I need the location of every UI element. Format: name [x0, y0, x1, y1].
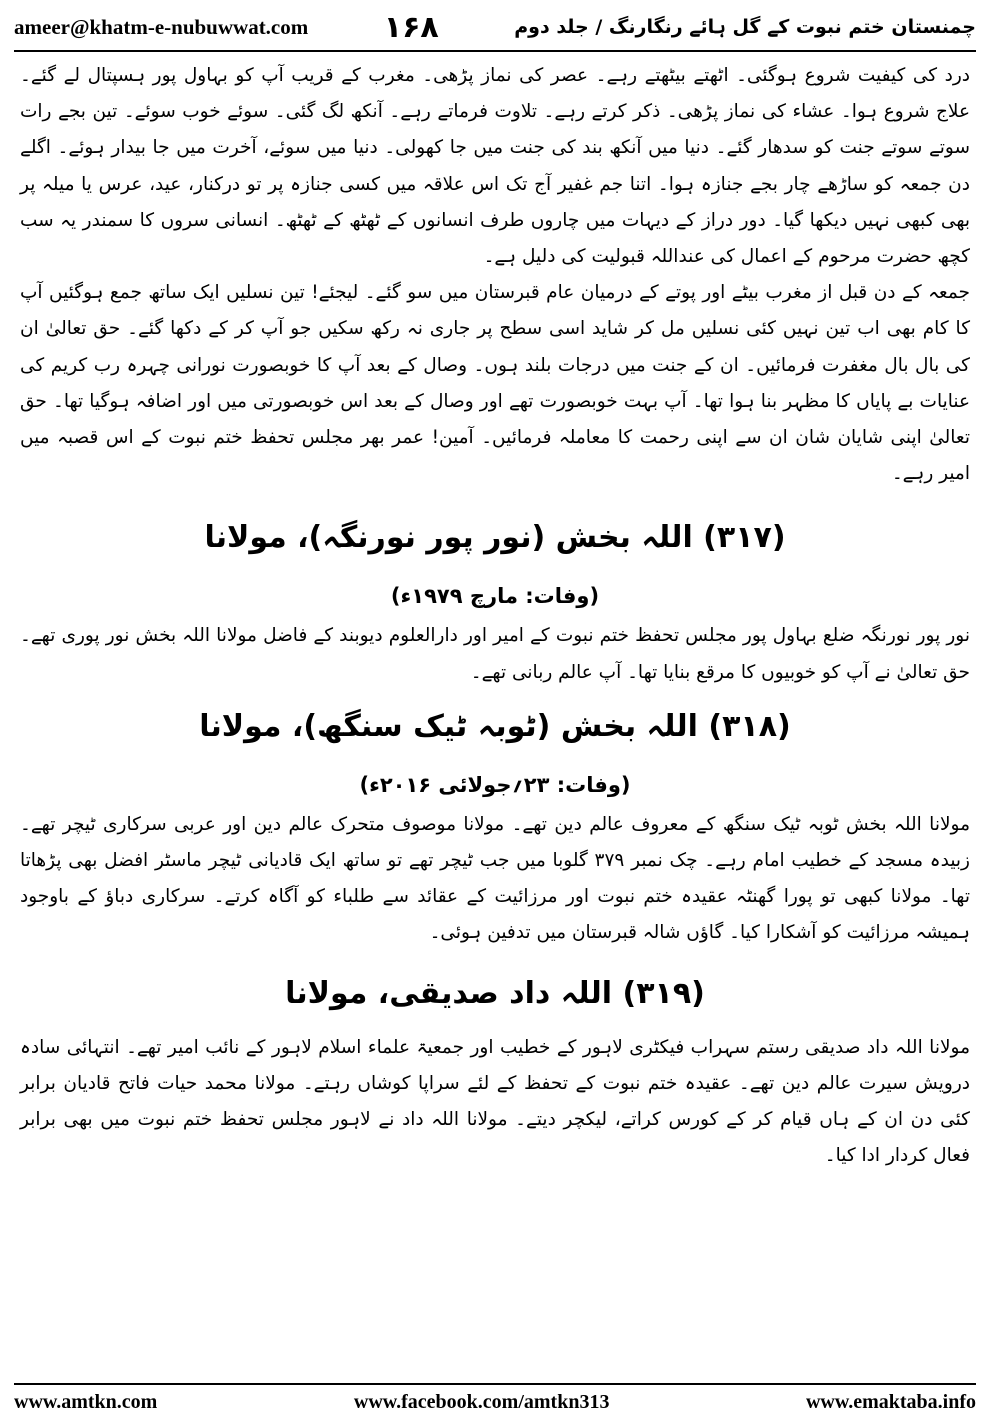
paragraph-intro-2: جمعہ کے دن قبل از مغرب بیٹے اور پوتے کے درمیان عام قبرستان میں سو گئے۔ لیجئے! تین نسلیں ایک ساتھ جمع ہوگئیں آپ کا کام بھی اب تین نہیں کئی نسلیں مل کر شاید اسی سطح پر جاری نہ رکھ سکیں جو آپ کر کے دکھا گئے۔ حق تعالیٰ ان کی بال بال مغفرت فرمائیں۔ ان کے جنت میں درجات بلند ہوں۔ وصال کے بعد آپ کا خوبصورت نورانی چہرہ رب کریم کی عنایات بے پایاں کا مظہر بنا ہوا تھا۔ آپ بہت خوبصورت تھے اور وصال کے بعد اس خوبصورتی میں اور اضافہ ہوگیا تھا۔ حق تعالیٰ اپنی شایان شان ان سے اپنی رحمت کا معاملہ فرمائیں۔ آمین! عمر بھر مجلس تحفظ ختم نبوت کے اس قصبہ میں امیر رہے۔ [20, 282, 970, 485]
death-date-317: (وفات: مارچ ۱۹۷۹ء) [390, 584, 600, 609]
paragraph-intro-1: درد کی کیفیت شروع ہوگئی۔ اٹھتے بیٹھتے رہے۔ عصر کی نماز پڑھی۔ مغرب کے قریب آپ کو بہاول پور ہسپتال لے گئے۔ علاج شروع ہوا۔ عشاء کی نماز پڑھی۔ ذکر کرتے رہے۔ تلاوت فرماتے رہے۔ آنکھ لگ گئی۔ سوئے خوب سوئے۔ تین بجے رات سوتے سوتے جنت کو سدھار گئے۔ دنیا میں آنکھ بند کی جنت میں جا کھولی۔ دنیا میں سوئے، آخرت میں جا بیدار ہوئے۔ اگلے دن جمعہ کو ساڑھے چار بجے جنازہ ہوا۔ اتنا جم غفیر آج تک اس علاقہ میں کسی جنازہ پر تو درکنار، عید، عرس یا میلہ پر بھی کبھی نہیں دیکھا گیا۔ دور دراز کے دیہات میں چاروں طرف انسانوں کے ٹھٹھ کے ٹھٹھ۔ انسانی سروں کا سمندر یہ سب کچھ حضرت مرحوم کے اعمال کی عنداللہ قبولیت کی دلیل ہے۔ [20, 65, 970, 268]
death-date-318: (وفات: ۲۳؍جولائی ۲۰۱۶ء) [359, 772, 631, 797]
section-heading-318: (۳۱۸) اللہ بخش (ٹوبہ ٹیک سنگھ)، مولانا [199, 708, 791, 744]
footer-link-facebook[interactable]: www.facebook.com/amtkn313 [353, 1390, 610, 1413]
page-footer [14, 1388, 976, 1416]
header-email[interactable]: ameer@khatm-e-nubuwwat.com [14, 14, 309, 39]
section-heading-319: (۳۱۹) اللہ داد صدیقی، مولانا [285, 975, 705, 1011]
paragraph-317: نور پور نورنگہ ضلع بہاول پور مجلس تحفظ ختم نبوت کے امیر اور دارالعلوم دیوبند کے فاضل مولانا اللہ بخش نور پوری تھے۔ حق تعالیٰ نے آپ کو خوبیوں کا مرقع بنایا تھا۔ آپ عالم ربانی تھے۔ [20, 625, 970, 683]
footer-link-emaktaba[interactable]: www.emaktaba.info [805, 1390, 976, 1413]
paragraph-318: مولانا اللہ بخش ٹوبہ ٹیک سنگھ کے معروف عالم دین تھے۔ مولانا موصوف متحرک عالم دین اور عربی سرکاری ٹیچر تھے۔ زبیدہ مسجد کے خطیب امام رہے۔ چک نمبر ۳۷۹ گلوبا میں جب ٹیچر تھے تو ساتھ ایک قادیانی ٹیچر ماسٹر افضل بھی پڑھاتا تھا۔ مولانا کبھی تو پورا گھنٹہ عقیدہ ختم نبوت اور مرزائیت کے عقائد سے طلباء کو آگاہ کرتے۔ سرکاری دباؤ کے باوجود ہمیشہ مرزائیت کو آشکارا کیا۔ گاؤں شالہ قبرستان میں تدفین ہوئی۔ [20, 813, 970, 944]
header-divider [14, 50, 976, 52]
footer-divider [14, 1383, 976, 1385]
page-header [14, 6, 976, 48]
footer-link-amtkn[interactable]: www.amtkn.com [14, 1390, 158, 1413]
section-heading-317: (۳۱۷) اللہ بخش (نور پور نورنگہ)، مولانا [204, 520, 786, 556]
book-title: چمنستان ختم نبوت کے گل ہائے رنگارنگ / جلد دوم [514, 16, 976, 38]
page-content [20, 58, 970, 1174]
paragraph-319: مولانا اللہ داد صدیقی رستم سہراب فیکٹری لاہور کے خطیب اور جمعیۃ علماء اسلام لاہور کے نائب امیر تھے۔ انتہائی سادہ درویش سیرت عالم دین تھے۔ عقیدہ ختم نبوت کے تحفظ کے لئے سراپا کوشاں رہتے۔ مولانا محمد حیات فاتح قادیان برابر کئی دن ان کے ہاں قیام کر کے کورس کراتے، لیکچر دیتے۔ مولانا اللہ داد نے لاہور مجلس تحفظ ختم نبوت میں بھی برابر فعال کردار ادا کیا۔ [20, 1036, 970, 1167]
page-number: ۱۶۸ [383, 9, 439, 45]
